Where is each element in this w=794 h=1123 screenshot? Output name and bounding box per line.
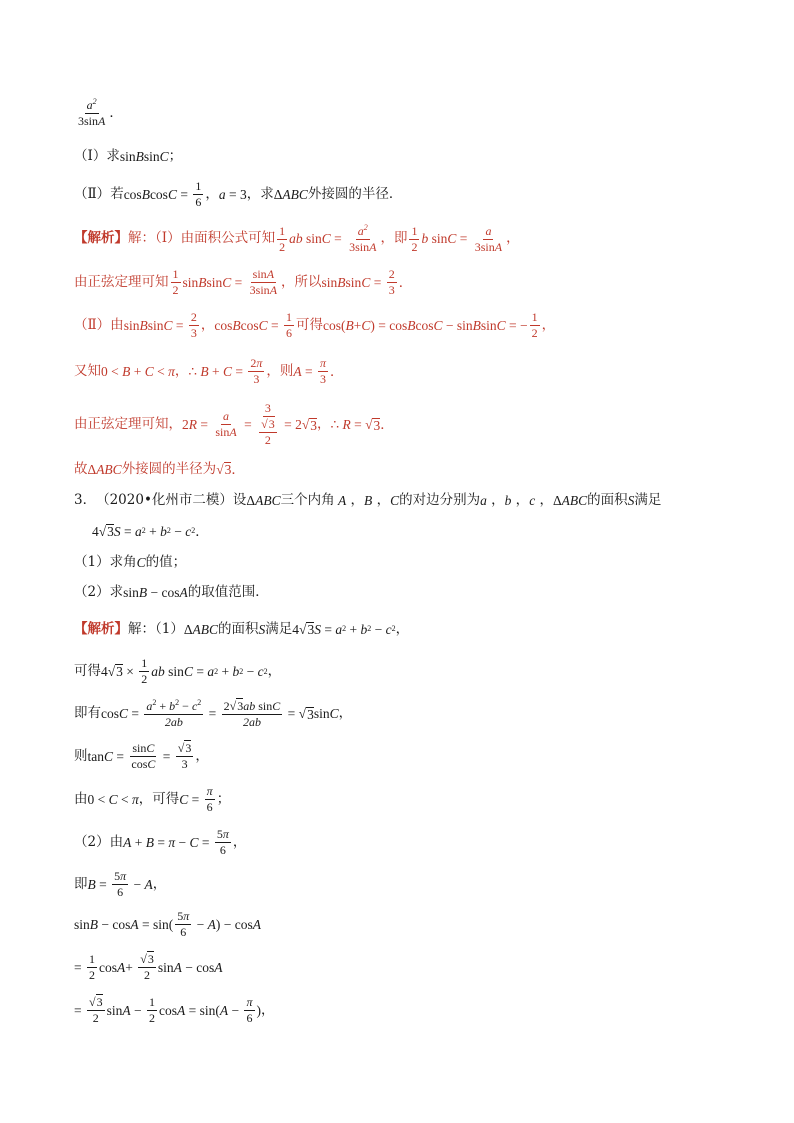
problem3-part2: （2）求 sin B − cos A 的取值范围． bbox=[74, 584, 269, 600]
problem2-solution-line1: 【解析】 解：（Ⅰ）由面积公式可知 $\frac{1}{2}$ ab sin C = $\frac{a^2}{3\sin A}$ ，即 $\frac{1}{2}$ b sin C = $\frac{a}{3\sin A}$ ， bbox=[74, 223, 520, 255]
problem3-solution-line1: 【解析】 解：（1） Δ ABC 的面积 S 满足 4√ 3 S = a 2 + b 2 − c 2 ， bbox=[74, 620, 410, 637]
problem3-solution-line8: sin B − cos A = sin( $\frac{5\pi}{6}$ − A ) − cos A bbox=[74, 909, 261, 940]
problem2-solution-line6: 故 Δ ABC 外接圆的半径为 √ 3 ． bbox=[74, 460, 245, 477]
problem3-solution-line5: 由 0 < C < π ，可得 C = $\frac{\pi}{6}$ ； bbox=[74, 784, 231, 815]
problem3-solution-line6: （2）由 A + B = π − C = $\frac{5\pi}{6}$ ， bbox=[74, 827, 247, 858]
problem3-solution-line2: 可得 4√ 3 × $\frac{1}{2}$ ab sin C = a 2 + b 2 − c 2 ， bbox=[74, 656, 282, 687]
problem3-stem: 3． （2020•化州市二模） 设 Δ ABC 三个内角 A ， B ， C 的对边分别为 a ， b ， c ， Δ ABC 的面积 S 满足 bbox=[74, 492, 662, 508]
problem3-solution-line3: 即有 cos C = $\frac{a^2 + b^2 - c^2}{2ab}$ = $\frac{\text{2√3ab sinC}}{2ab}$ = √ 3 sin C ， bbox=[74, 698, 353, 730]
problem2-part1: （Ⅰ） 求 sin B sin C ； bbox=[74, 148, 183, 164]
problem3-solution-line4: 则 tan C = $\frac{\sin C}{\cos C}$ = $\frac{√3}{3}$ ， bbox=[74, 741, 209, 772]
problem3-stem-equation: 4√ 3 S = a 2 + b 2 − c 2 ． bbox=[92, 523, 209, 539]
problem3-solution-line7: 即 B = $\frac{5\pi}{6}$ − A ， bbox=[74, 869, 167, 900]
problem3-part1: （1）求角 C 的值； bbox=[74, 554, 187, 570]
problem2-solution-line4: 又知 0 < B + C < π ， ∴ B + C = $\frac{2\pi}{3}$ ，则 A = $\frac{\pi}{3}$ ． bbox=[74, 356, 344, 387]
problem2-solution-line3: （Ⅱ）由 sin B sin C = $\frac{2}{3}$ ， cos B cos C = $\frac{1}{6}$ 可得 cos( B + C ) = cos B cos C − sin B sin C = − $\frac{1}{2}$ ， bbox=[74, 310, 556, 341]
leading-fraction: $\frac{a^2}{3\sin A}$ ． bbox=[78, 97, 123, 129]
problem3-solution-line10: = $\frac{√3}{2}$ sin A − $\frac{1}{2}$ cos A = sin( A − $\frac{\pi}{6}$ ) ， bbox=[74, 995, 275, 1026]
problem3-solution-line9: = $\frac{1}{2}$ cos A + $\frac{√3}{2}$ sin A − cos A bbox=[74, 952, 223, 983]
problem2-solution-line2: 由正弦定理可知 $\frac{1}{2}$ sin B sin C = $\frac{\sin A}{3\sin A}$ ，所以 sin B sin C = $\frac{2}{3}$ ． bbox=[74, 267, 413, 298]
problem2-part2: （Ⅱ） 若 cos B cos C = $\frac{1}{6}$ ， a = 3 ，求 Δ ABC 外接圆的半径． bbox=[74, 179, 403, 210]
problem2-solution-line5: 由正弦定理可知， 2 R = $\frac{a}{\sin A}$ = $\frac{3}{\frac{√3}{2}}$ = 2√ 3 ， ∴ R = √ 3 ． bbox=[74, 401, 394, 448]
